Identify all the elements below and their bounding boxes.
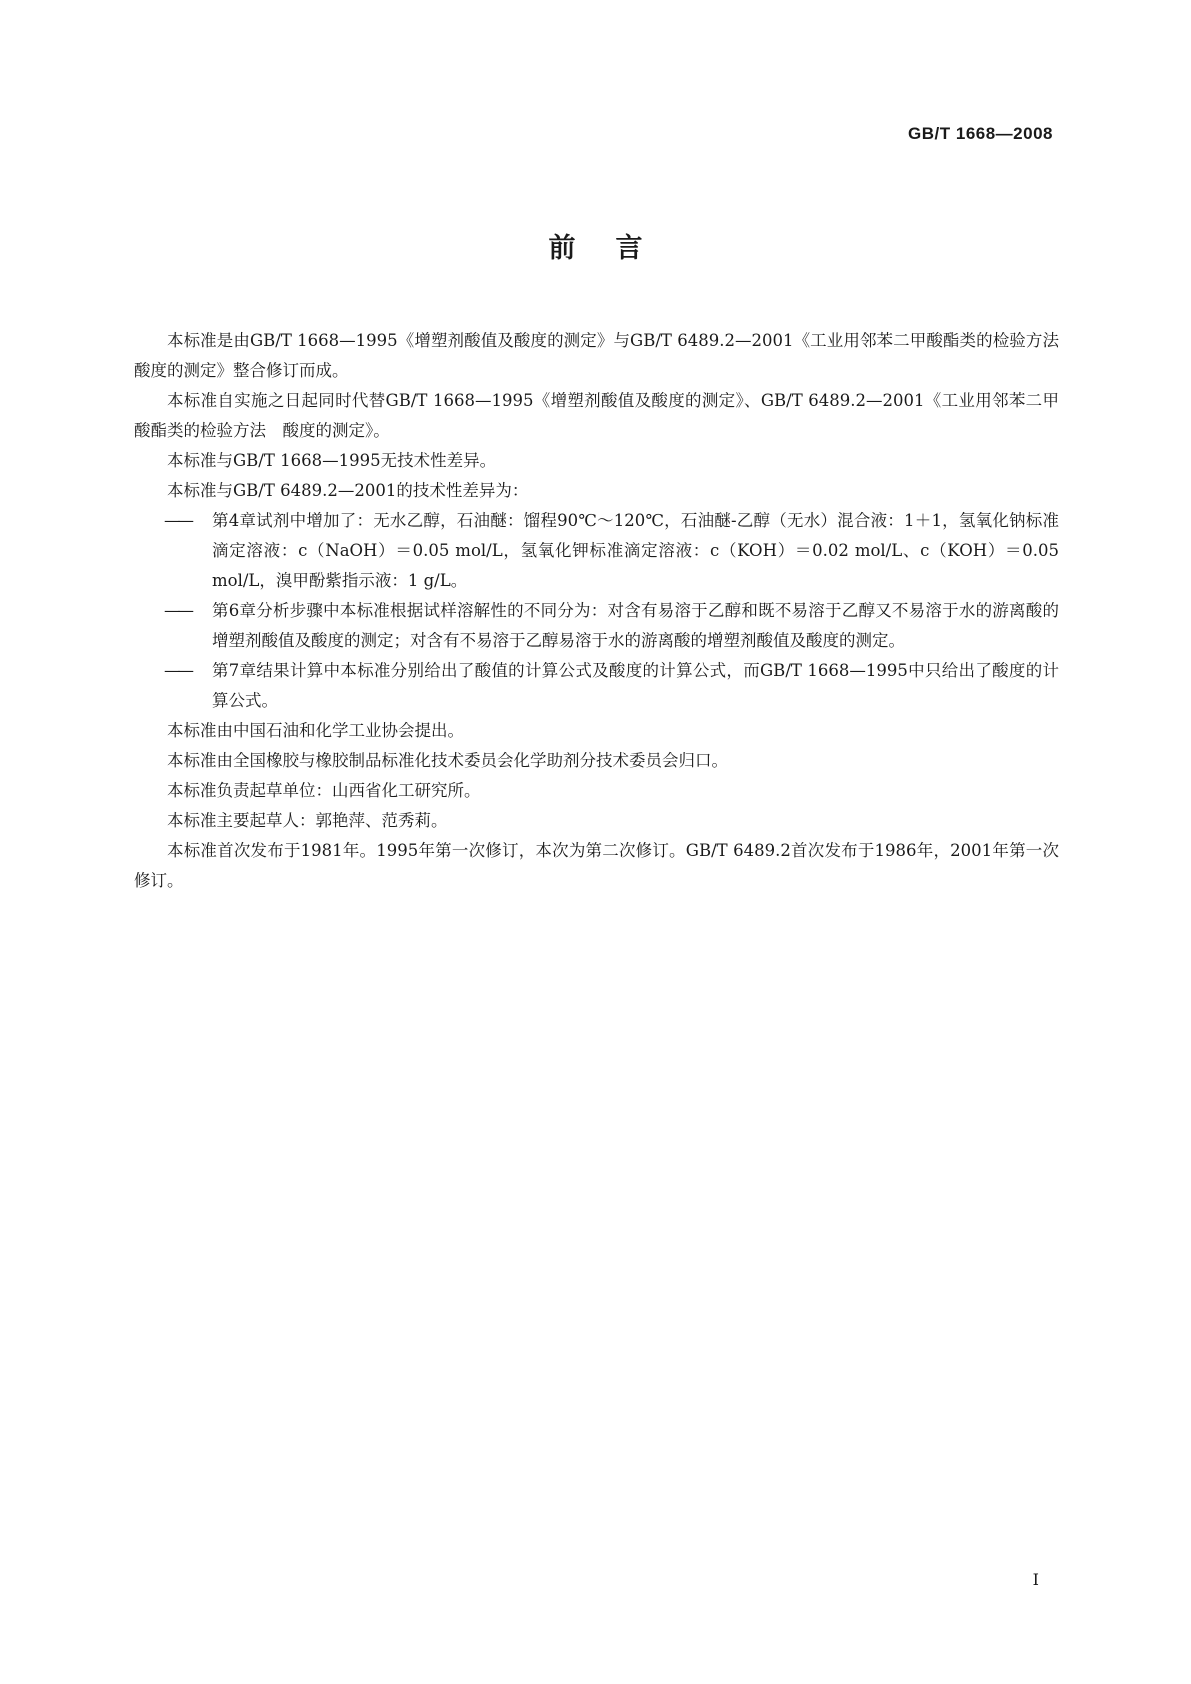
- paragraph: 本标准由中国石油和化学工业协会提出。: [167, 721, 464, 740]
- list-item: [134, 656, 1059, 716]
- foreword-body: [134, 326, 1076, 896]
- paragraph: 本标准负责起草单位：山西省化工研究所。: [167, 781, 481, 800]
- list-item-text: 第7章结果计算中本标准分别给出了酸值的计算公式及酸度的计算公式，而GB/T 1668—1995中只给出了酸度的计算公式。: [212, 661, 1059, 710]
- paragraph: 本标准是由GB/T 1668—1995《增塑剂酸值及酸度的测定》与GB/T 6489.2—2001《工业用邻苯二甲酸酯类的检验方法 酸度的测定》整合修订而成。: [134, 331, 1076, 380]
- paragraph: 本标准与GB/T 1668—1995无技术性差异。: [167, 451, 497, 470]
- paragraph: 本标准由全国橡胶与橡胶制品标准化技术委员会化学助剂分技术委员会归口。: [167, 751, 728, 770]
- list-item: [134, 596, 1059, 656]
- list-item-text: 第4章试剂中增加了：无水乙醇，石油醚：馏程90℃～120℃，石油醚-乙醇（无水）混合液：1＋1，氢氧化钠标准滴定溶液：c（NaOH）＝0.05 mol/L，氢氧化钾标准滴定溶液：c（KOH）＝0.02 mol/L、c（KOH）＝0.05 mol/L，溴甲酚紫指示液：1 g/L。: [212, 511, 1059, 590]
- paragraph: 本标准首次发布于1981年。1995年第一次修订，本次为第二次修订。GB/T 6489.2首次发布于1986年，2001年第一次修订。: [134, 841, 1059, 890]
- paragraph: 本标准自实施之日起同时代替GB/T 1668—1995《增塑剂酸值及酸度的测定》、GB/T 6489.2—2001《工业用邻苯二甲酸酯类的检验方法 酸度的测定》。: [134, 391, 1059, 440]
- list-item: [134, 506, 1059, 596]
- page-title: 前言: [548, 233, 683, 264]
- paragraph: 本标准主要起草人：郭艳萍、范秀莉。: [167, 811, 448, 830]
- paragraph: 本标准与GB/T 6489.2—2001的技术性差异为：: [167, 481, 529, 500]
- list-dash: ——: [164, 601, 191, 620]
- list-item-text: 第6章分析步骤中本标准根据试样溶解性的不同分为：对含有易溶于乙醇和既不易溶于乙醇又不易溶于水的游离酸的增塑剂酸值及酸度的测定；对含有不易溶于乙醇易溶于水的游离酸的增塑剂酸值及酸度的测定。: [212, 601, 1059, 650]
- list-dash: ——: [164, 511, 191, 530]
- page-number: I: [1032, 1570, 1039, 1589]
- standard-code: GB/T 1668—2008: [908, 124, 1053, 143]
- list-dash: ——: [164, 661, 191, 680]
